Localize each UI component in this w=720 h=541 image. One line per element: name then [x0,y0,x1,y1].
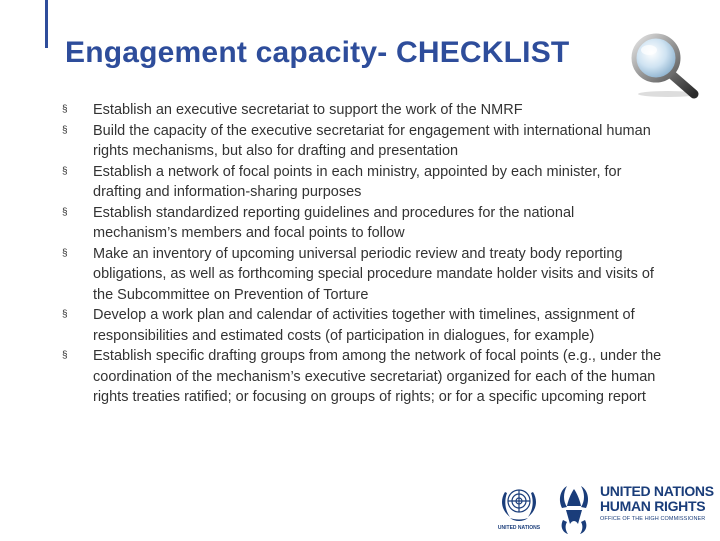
bullet-marker-icon: § [62,165,68,177]
checklist [62,100,662,408]
list-item: § Develop a work plan and calendar of activities together with timelines, assignment of responsibilities and estimated costs (of participation in dialogues, for example) [62,307,635,344]
bullet-marker-icon: § [62,104,68,115]
slide-title: Engagement capacity- CHECKLIST [65,36,570,69]
magnifying-glass-icon [624,30,704,100]
list-item: § Build the capacity of the executive secretariat for engagement with international human rights mechanisms, but also for drafting and presentation [62,122,651,159]
list-item: § Establish a network of focal points in each ministry, appointed by each minister, for drafting and information-sharing purposes [62,163,622,200]
list-item: § Establish an executive secretariat to support the work of the NMRF [62,100,662,121]
list-item: § Establish specific drafting groups from among the network of focal points (e.g., under the coordination of the mechanism’s executive secretariat) organized for each of the human rights treaties ratified; or focusing on groups of rights; or for a specific upcoming report [62,348,662,405]
ohchr-wordmark: UNITED NATIONS HUMAN RIGHTS OFFICE OF THE HIGH COMMISSIONER [600,483,714,522]
footer-logos [496,480,720,540]
list-item: § Make an inventory of upcoming universal periodic review and treaty body reporting obligations, as well as forthcoming special procedure mandate holder visits and visits of the Subcommittee on Prevention of Torture [62,245,654,303]
title-accent-bar [45,0,48,48]
bullet-marker-icon: § [62,350,68,361]
list-item: § Establish standardized reporting guidelines and procedures for the national mechanism’s members and focal points to follow [62,204,575,241]
bullet-marker-icon: § [62,247,68,259]
human-rights-emblem-icon [554,480,594,536]
bullet-marker-icon: § [62,309,68,320]
un-emblem-icon: UNITED NATIONS [496,480,542,536]
bullet-marker-icon: § [62,124,68,136]
bullet-marker-icon: § [62,206,68,218]
